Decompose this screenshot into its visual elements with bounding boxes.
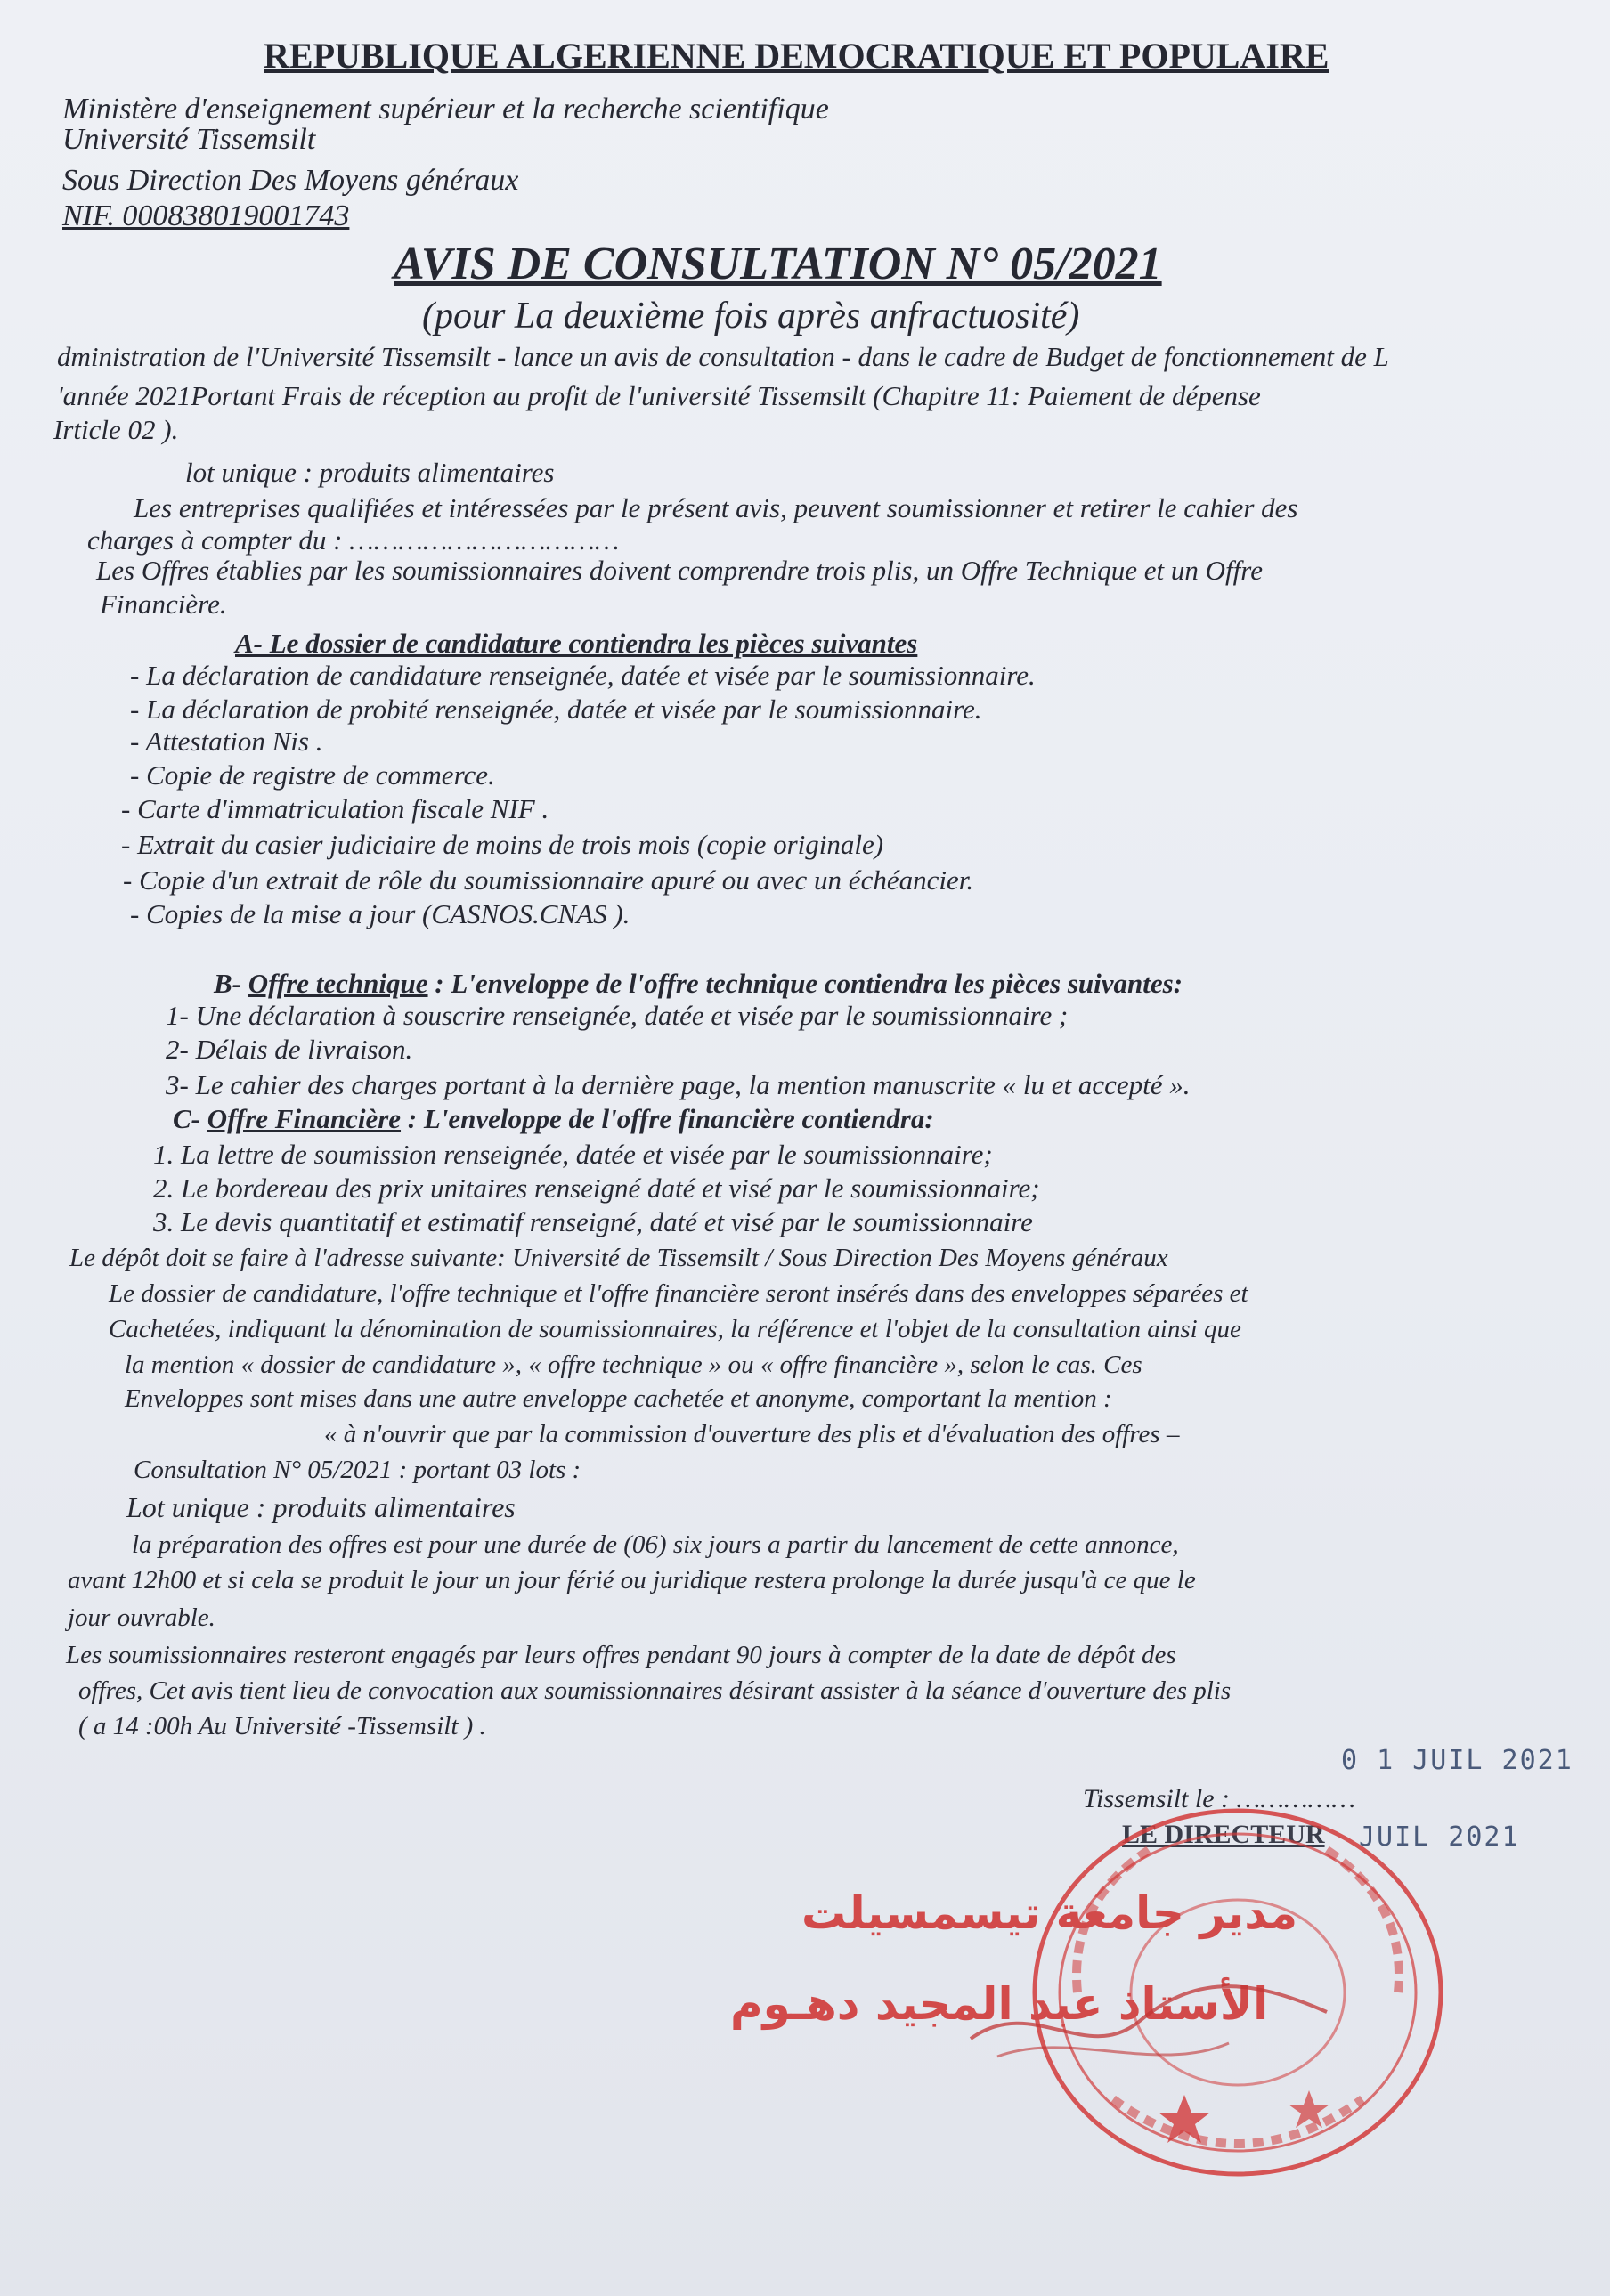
- section-a-item: - La déclaration de candidature renseignée, datée et visée par le soumissionnaire.: [130, 660, 1036, 691]
- university-line: Université Tissemsilt: [62, 123, 316, 156]
- section-a-item: - Copies de la mise a jour (CASNOS.CNAS ).: [130, 898, 630, 929]
- intro-line-1: dministration de l'Université Tissemsilt - lance un avis de consultation - dans le cadre de Budget de fonctionnement de L: [57, 341, 1389, 372]
- nif-line: NIF. 000838019001743: [62, 199, 350, 232]
- section-c-label: Offre Financière: [207, 1103, 402, 1134]
- deposit-line: offres, Cet avis tient lieu de convocation aux soumissionnaires désirant assister à la séance d'ouverture des plis: [78, 1676, 1232, 1705]
- deposit-line: Consultation N° 05/2021 : portant 03 lots :: [134, 1456, 581, 1484]
- deposit-line: Les soumissionnaires resteront engagés par leurs offres pendant 90 jours à compter de la date de dépôt des: [66, 1641, 1176, 1669]
- page-subtitle: (pour La deuxième fois après anfractuosité): [422, 296, 1080, 337]
- section-c-prefix: C-: [173, 1103, 207, 1134]
- deposit-line: jour ouvrable.: [68, 1603, 215, 1632]
- deposit-line: avant 12h00 et si cela se produit le jour un jour férié ou juridique restera prolonge la durée jusqu'à ce que le: [68, 1566, 1196, 1594]
- seal-text-2: الأستاذ عبد المجيد دهـوم: [730, 1978, 1269, 2030]
- section-a-item: - Extrait du casier judiciaire de moins de trois mois (copie originale): [121, 829, 884, 860]
- deposit-line: Le dépôt doit se faire à l'adresse suivante: Université de Tissemsilt / Sous Direction Des Moyens généraux: [69, 1244, 1168, 1272]
- para2-line-2: Financière.: [100, 588, 227, 620]
- section-c-item: 2. Le bordereau des prix unitaires renseigné daté et visé par le soumissionnaire;: [153, 1172, 1040, 1204]
- section-c-item: 1. La lettre de soumission renseignée, datée et visée par le soumissionnaire;: [153, 1139, 993, 1170]
- section-b-item: 2- Délais de livraison.: [166, 1034, 413, 1065]
- deposit-line: Le dossier de candidature, l'offre technique et l'offre financière seront insérés dans des enveloppes séparées et: [109, 1279, 1248, 1308]
- para1-line-1: Les entreprises qualifiées et intéressées par le présent avis, peuvent soumissionner et retirer le cahier des: [134, 492, 1298, 523]
- lot-line: lot unique : produits alimentaires: [185, 457, 555, 488]
- section-b-item: 3- Le cahier des charges portant à la dernière page, la mention manuscrite « lu et accepté ».: [166, 1069, 1191, 1100]
- section-b-prefix: B-: [214, 968, 248, 999]
- seal-text-1: مدير جامعة تيسمسيلت: [801, 1887, 1298, 1939]
- section-a-title: A- Le dossier de candidature contiendra les pièces suivantes: [235, 628, 918, 659]
- section-b-title: [214, 967, 1183, 1001]
- section-b-label: Offre technique: [248, 968, 428, 999]
- section-b-item: 1- Une déclaration à souscrire renseignée, datée et visée par le soumissionnaire ;: [166, 1000, 1069, 1031]
- republic-heading: REPUBLIQUE ALGERIENNE DEMOCRATIQUE ET POPULAIRE: [264, 36, 1329, 76]
- para1-line-2: charges à compter du : ……………………………: [87, 524, 620, 556]
- section-c-rest: : L'enveloppe de l'offre financière contiendra:: [401, 1103, 934, 1134]
- section-a-item: - Copie de registre de commerce.: [130, 759, 495, 791]
- page-title: AVIS DE CONSULTATION N° 05/2021: [394, 239, 1162, 289]
- section-a-item: - Attestation Nis .: [130, 726, 323, 757]
- deposit-line: Cachetées, indiquant la dénomination de soumissionnaires, la référence et l'objet de la consultation ainsi que: [109, 1315, 1241, 1343]
- place-date-line: Tissemsilt le : ……………: [1083, 1784, 1355, 1813]
- section-a-item: - Carte d'immatriculation fiscale NIF .: [121, 793, 549, 824]
- intro-line-3: Irticle 02 ).: [53, 414, 179, 445]
- deposit-line: ( a 14 :00h Au Université -Tissemsilt ) .: [78, 1712, 486, 1740]
- deposit-line: Enveloppes sont mises dans une autre enveloppe cachetée et anonyme, comportant la mention :: [125, 1384, 1112, 1413]
- intro-line-2: 'année 2021Portant Frais de réception au profit de l'université Tissemsilt (Chapitre 11: Paiement de dépense: [57, 380, 1261, 411]
- deposit-line: la préparation des offres est pour une durée de (06) six jours a partir du lancement de cette annonce,: [132, 1530, 1179, 1559]
- date-stamp: JUIL 2021: [1359, 1821, 1520, 1853]
- section-c-title: [173, 1102, 934, 1136]
- section-a-item: - La déclaration de probité renseignée, datée et visée par le soumissionnaire.: [130, 694, 982, 725]
- director-title: LE DIRECTEUR: [1122, 1820, 1325, 1849]
- section-b-rest: : L'enveloppe de l'offre technique contiendra les pièces suivantes:: [427, 968, 1183, 999]
- deposit-line: Lot unique : produits alimentaires: [126, 1491, 516, 1523]
- para2-line-1: Les Offres établies par les soumissionnaires doivent comprendre trois plis, un Offre Technique et un Offre: [96, 555, 1263, 586]
- ministry-line: Ministère d'enseignement supérieur et la recherche scientifique: [62, 93, 829, 126]
- section-c-item: 3. Le devis quantitatif et estimatif renseigné, daté et visé par le soumissionnaire: [153, 1206, 1033, 1237]
- direction-line: Sous Direction Des Moyens généraux: [62, 164, 519, 197]
- deposit-line: la mention « dossier de candidature », « offre technique » ou « offre financière », selon le cas. Ces: [125, 1351, 1142, 1379]
- signature-scrawl: [962, 1959, 1336, 2083]
- section-a-item: - Copie d'un extrait de rôle du soumissionnaire apuré ou avec un échéancier.: [123, 864, 974, 896]
- deposit-line: « à n'ouvrir que par la commission d'ouverture des plis et d'évaluation des offres –: [324, 1420, 1180, 1448]
- date-stamp: 0 1 JUIL 2021: [1341, 1745, 1573, 1776]
